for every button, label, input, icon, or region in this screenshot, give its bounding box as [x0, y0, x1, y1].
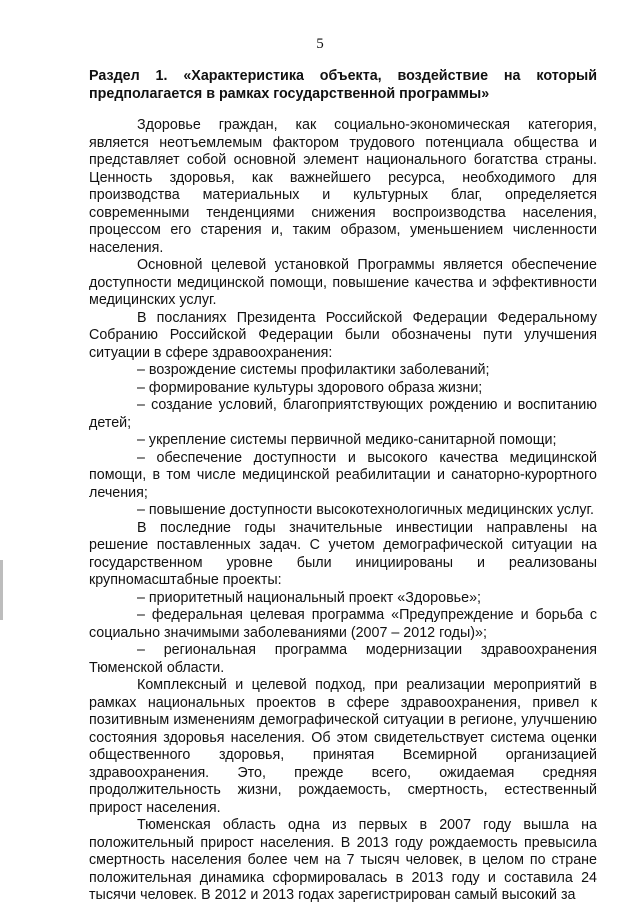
list-item: – укрепление системы первичной медико-санитарной помощи;	[137, 432, 557, 448]
paragraph-investments: В последние годы значительные инвестиции направлены на решение поставленных задач. С учетом демографической ситуации на государственном уровне были инициированы и реализованы крупномасштабные проекты:	[89, 519, 597, 588]
paragraph-complex-approach: Комплексный и целевой подход, при реализации мероприятий в рамках национальных проектов в сфере здравоохранения, привел к позитивным изменениям демографической ситуации в регионе, улучшению состояния здоровья населения. Об этом свидетельствует система оценки общественного здоровья, принятая Всемирной организацией здравоохранения. Это, прежде всего, ожидаемая средняя продолжительность жизни, рождаемость, смертность, естественный прирост населения.	[89, 677, 597, 816]
list-item: – формирование культуры здорового образа жизни;	[137, 379, 483, 396]
list-item: – федеральная целевая программа «Предупреждение и борьба с социально значимыми заболеваниями (2007 – 2012 годы)»;	[89, 607, 597, 641]
list-item: – региональная программа модернизации здравоохранения Тюменской области.	[89, 642, 597, 676]
list-item: – повышение доступности высокотехнологичных медицинских услуг.	[137, 502, 594, 518]
list-item: – приоритетный национальный проект «Здоровье»;	[137, 589, 482, 606]
section-heading: Раздел 1. «Характеристика объекта, воздействие на который предполагается в рамках государственной программы»	[89, 68, 597, 102]
paragraph-tyumen-region: Тюменская область одна из первых в 2007 году вышла на положительный прирост населения. В 2013 году рождаемость превысила смертность населения более чем на 7 тысяч человек, в целом по стране положительная динамика сформировалась в 2013 году и составила 24 тысячи человек. В 2012 и 2013 годах зарегистрирован самый высокий за	[89, 817, 597, 903]
list-item: – возрождение системы профилактики заболеваний;	[137, 362, 490, 378]
list-item: – обеспечение доступности и высокого качества медицинской помощи, в том числе медицинской реабилитации и санаторно-курортного лечения;	[89, 449, 597, 501]
page-number: 5	[316, 36, 324, 52]
scan-edge-mark	[0, 560, 3, 620]
paragraph-program-goal: Основной целевой установкой Программы является обеспечение доступности медицинской помощи, повышение качества и эффективности медицинских услуг.	[89, 257, 597, 308]
paragraph-president-messages: В посланиях Президента Российской Федерации Федеральному Собранию Российской Федерации были обозначены пути улучшения ситуации в сфере здравоохранения:	[89, 309, 597, 361]
document-body	[89, 68, 597, 905]
list-item: – создание условий, благоприятствующих рождению и воспитанию детей;	[89, 397, 597, 431]
paragraph-health-value: Здоровье граждан, как социально-экономическая категория, является неотъемлемым фактором трудового потенциала общества и представляет собой основной элемент национального богатства страны. Ценность здоровья, как важнейшего ресурса, необходимого для производства материальных и культурных благ, определяется современными тенденциями снижения воспроизводства населения, процессом его старения и, таким образом, уменьшением численности населения.	[89, 117, 597, 256]
